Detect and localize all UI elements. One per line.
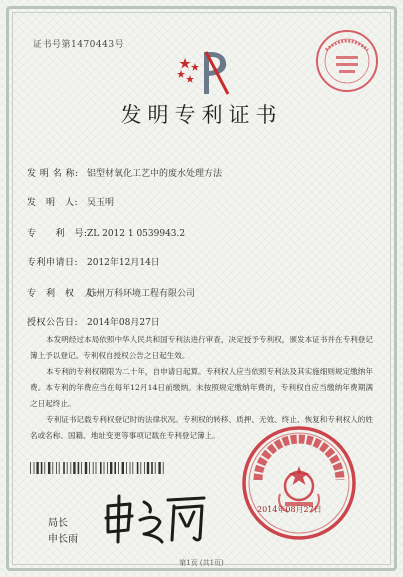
barcode-icon [30, 462, 168, 474]
field-inventor [27, 195, 114, 208]
certificate-title: 发明专利证书 [120, 103, 283, 127]
director-signature-icon [100, 492, 212, 546]
field-label: 专 利 号: [27, 229, 88, 239]
certificate-number: 证书号第1470443号 [33, 40, 125, 50]
field-patent-number [27, 226, 185, 239]
patent-office-emblem-icon [176, 48, 236, 98]
official-seal-icon [240, 424, 358, 542]
field-label: 专利申请日: [27, 258, 79, 268]
field-value: 铝型材氧化工艺中的废水处理方法 [87, 169, 223, 179]
field-application-date [27, 255, 160, 268]
body-paragraph-3: 专利证书记载专利权登记时的法律状况。专利权的转移、质押、无效、终止、恢复和专利权人的姓名或名称、国籍、地址变更等事项记载在专利登记簿上。 [30, 415, 373, 440]
field-label: 专 利 权 人: [27, 289, 98, 299]
page-number: 第1页 (共1页) [179, 559, 224, 567]
field-value: 2014年08月27日 [87, 318, 160, 328]
field-invention-name [27, 166, 222, 179]
top-right-stamp-icon [312, 26, 382, 96]
field-value: 2012年12月14日 [87, 258, 160, 268]
field-grant-date [27, 315, 160, 328]
body-paragraph-2: 本专利的专利权期限为二十年，自申请日起算。专利权人应当依照专利法及其实施细则规定缴纳年费。本专利的年费应当在每年12月14日前缴纳。未按照规定缴纳年费的，专利权自应当缴纳年费期满之日起终止。 [30, 367, 373, 408]
body-paragraph-1: 本发明经过本局依照中华人民共和国专利法进行审查，决定授予专利权，颁发本证书并在专利登记簿上予以登记。专利权自授权公告之日起生效。 [30, 335, 373, 360]
field-label: 发 明 人: [27, 198, 79, 208]
director-name: 申长雨 [48, 534, 78, 545]
field-patentee [27, 286, 195, 299]
field-value: ZL 2012 1 0539943.2 [87, 229, 186, 239]
field-label: 发 明 名 称: [27, 169, 79, 179]
director-title: 局长 [48, 518, 68, 529]
field-value: 吴玉明 [87, 198, 115, 208]
field-label: 授权公告日: [27, 318, 79, 328]
field-value: 苏州万科环境工程有限公司 [87, 289, 196, 299]
seal-date: 2014年08月27日 [257, 505, 322, 514]
